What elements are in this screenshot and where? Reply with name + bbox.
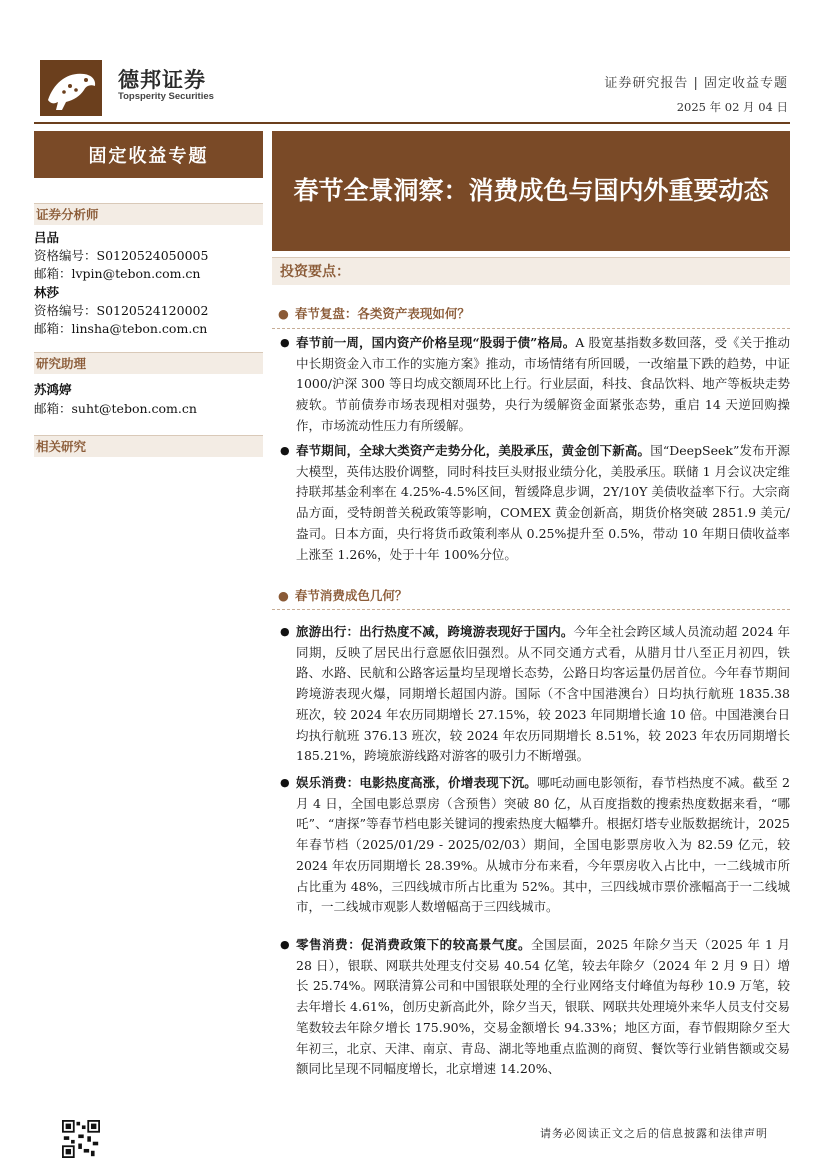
- bullet-icon: ●: [280, 444, 290, 457]
- bullet-icon: ●: [278, 588, 289, 603]
- paragraph-lead: 娱乐消费：电影热度高涨，价增表现下沉。: [296, 775, 537, 790]
- report-date: 2025 年 02 月 04 日: [676, 100, 788, 114]
- paragraph: [280, 333, 790, 437]
- bullet-icon: ●: [280, 625, 290, 638]
- brand-name-en: Topsperity Securities: [118, 91, 214, 102]
- analysts-heading: 证券分析师: [34, 203, 263, 225]
- bullet-icon: ●: [280, 938, 290, 951]
- bullet-icon: ●: [280, 776, 290, 789]
- brand-name: 德邦证券: [118, 68, 206, 92]
- analyst-name: 吕品: [34, 230, 60, 245]
- paragraph-body: 全国层面，2025 年除夕当天（2025 年 1 月 28 日），银联、网联共处理支付交易 40.54 亿笔，较去年除夕（2024 年 2 月 9 日）增长 25.74%。网联清算公司和中国银联处理的全行业网络支付峰值为每秒 10.9 万笔，较去年增长 4.61%，创历史新高此外，除夕当天，银联、网联共处理境外来华人员支付交易笔数较去年除夕增长 175.90%，交易金额增长 94.33%；地区方面，春节假期除夕至大年初三，北京、天津、南京、青岛、湖北等地重点监测的商贸、餐饮等行业销售额或交易额同比呈现不同幅度增长，北京增速 14.20%、: [296, 937, 790, 1077]
- analyst-cert: 资格编号：S0120524120002: [34, 303, 209, 318]
- paragraph-body: A 股宽基指数多数回落，受《关于推动中长期资金入市工作的实施方案》推动，市场情绪有所回暖，一改缩量下跌的趋势，中证 1000/沪深 300 等日均成交额周环比上行。行业层面，科技、食品饮料、地产等板块走势疲软。节前债券市场表现相对强势，央行为缓解资金面紧张态势，重启 14 天逆回购操作，市场流动性压力有所缓解。: [296, 335, 790, 433]
- report-title: 春节全景洞察：消费成色与国内外重要动态: [272, 131, 790, 251]
- report-type: 证券研究报告 | 固定收益专题: [604, 76, 788, 91]
- header-divider: [34, 122, 790, 124]
- key-points-label: 投资要点：: [272, 257, 790, 285]
- related-research-heading: 相关研究: [34, 435, 263, 457]
- assistant-name: 苏鸿婷: [34, 382, 72, 397]
- paragraph: [280, 773, 790, 918]
- analyst-email[interactable]: 邮箱：lvpin@tebon.com.cn: [34, 266, 201, 281]
- analyst-email[interactable]: 邮箱：linsha@tebon.com.cn: [34, 321, 208, 336]
- legal-disclaimer: 请务必阅读正文之后的信息披露和法律声明: [540, 1127, 768, 1140]
- paragraph: [280, 441, 790, 565]
- analyst-name: 林莎: [34, 285, 60, 300]
- paragraph-lead: 零售消费：促消费政策下的较高景气度。: [296, 937, 532, 952]
- section-divider: [272, 609, 790, 610]
- paragraph-lead: 春节期间，全球大类资产走势分化，美股承压，黄金创下新高。: [296, 443, 651, 458]
- assistant-email[interactable]: 邮箱：suht@tebon.com.cn: [34, 401, 197, 416]
- tebon-logo-icon: [40, 60, 102, 116]
- section-heading: ● 春节复盘：各类资产表现如何？: [278, 306, 470, 321]
- paragraph-lead: 春节前一周，国内资产价格呈现“股弱于债”格局。: [296, 335, 576, 350]
- analyst-cert: 资格编号：S0120524050005: [34, 248, 209, 263]
- paragraph: [280, 622, 790, 767]
- paragraph: [280, 935, 790, 1080]
- paragraph-lead: 旅游出行：出行热度不减，跨境游表现好于国内。: [296, 624, 574, 639]
- bullet-icon: ●: [278, 306, 289, 321]
- bullet-icon: ●: [280, 336, 290, 349]
- qr-code-icon: [62, 1120, 100, 1158]
- paragraph-body: 哪吒动画电影领衔，春节档热度不减。截至 2 月 4 日，全国电影总票房（含预售）突破 80 亿，从百度指数的搜索热度数据来看，“哪吒”、“唐探”等春节档电影关键词的搜索热度大幅攀升。根据灯塔专业版数据统计，2025 年春节档（2025/01/29 - 2025/02/03）期间，全国电影票房收入为 82.59 亿元，较 2024 年农历同期增长 28.39%。从城市分布来看，今年票房收入占比中，一二线城市所占比重为 48%，三四线城市所占比重为 52%。其中，三四线城市票价涨幅高于一二线城市，一二线城市观影人数增幅高于三四线城市。: [296, 775, 790, 915]
- section-divider: [272, 328, 790, 329]
- assistant-heading: 研究助理: [34, 352, 263, 374]
- category-banner: 固定收益专题: [34, 131, 263, 178]
- section-heading: ● 春节消费成色几何？: [278, 588, 408, 603]
- paragraph-body: 今年全社会跨区域人员流动超 2024 年同期，反映了居民出行意愿依旧强烈。从不同交通方式看，从腊月廿八至正月初四，铁路、水路、民航和公路客运量均呈现增长态势，公路日均客运量仍居首位。今年春节期间跨境游表现火爆，同期增长超国内游。国际（不含中国港澳台）日均执行航班 1835.38 班次，较 2024 年农历同期增长 27.15%，较 2023 年同期增长逾 10 倍。中国港澳台日均执行航班 376.13 班次，较 2024 年农历同期增长 8.51%，较 2023 年农历同期增长 185.21%，跨境旅游线路对游客的吸引力不断增强。: [296, 624, 790, 764]
- paragraph-body: 国“DeepSeek”发布开源大模型，英伟达股价调整，同时科技巨头财报业绩分化，美股承压。联储 1 月会议决定维持联邦基金利率在 4.25%-4.5%区间，暂缓降息步调，2Y/10Y 美债收益率下行。大宗商品方面，受特朗普关税政策等影响，COMEX 黄金创新高，期货价格突破 2851.9 美元/盎司。日本方面，央行将货币政策利率从 0.25%提升至 0.5%，带动 10 年期日债收益率上涨至 1.26%，处于十年 100%分位。: [296, 443, 790, 562]
